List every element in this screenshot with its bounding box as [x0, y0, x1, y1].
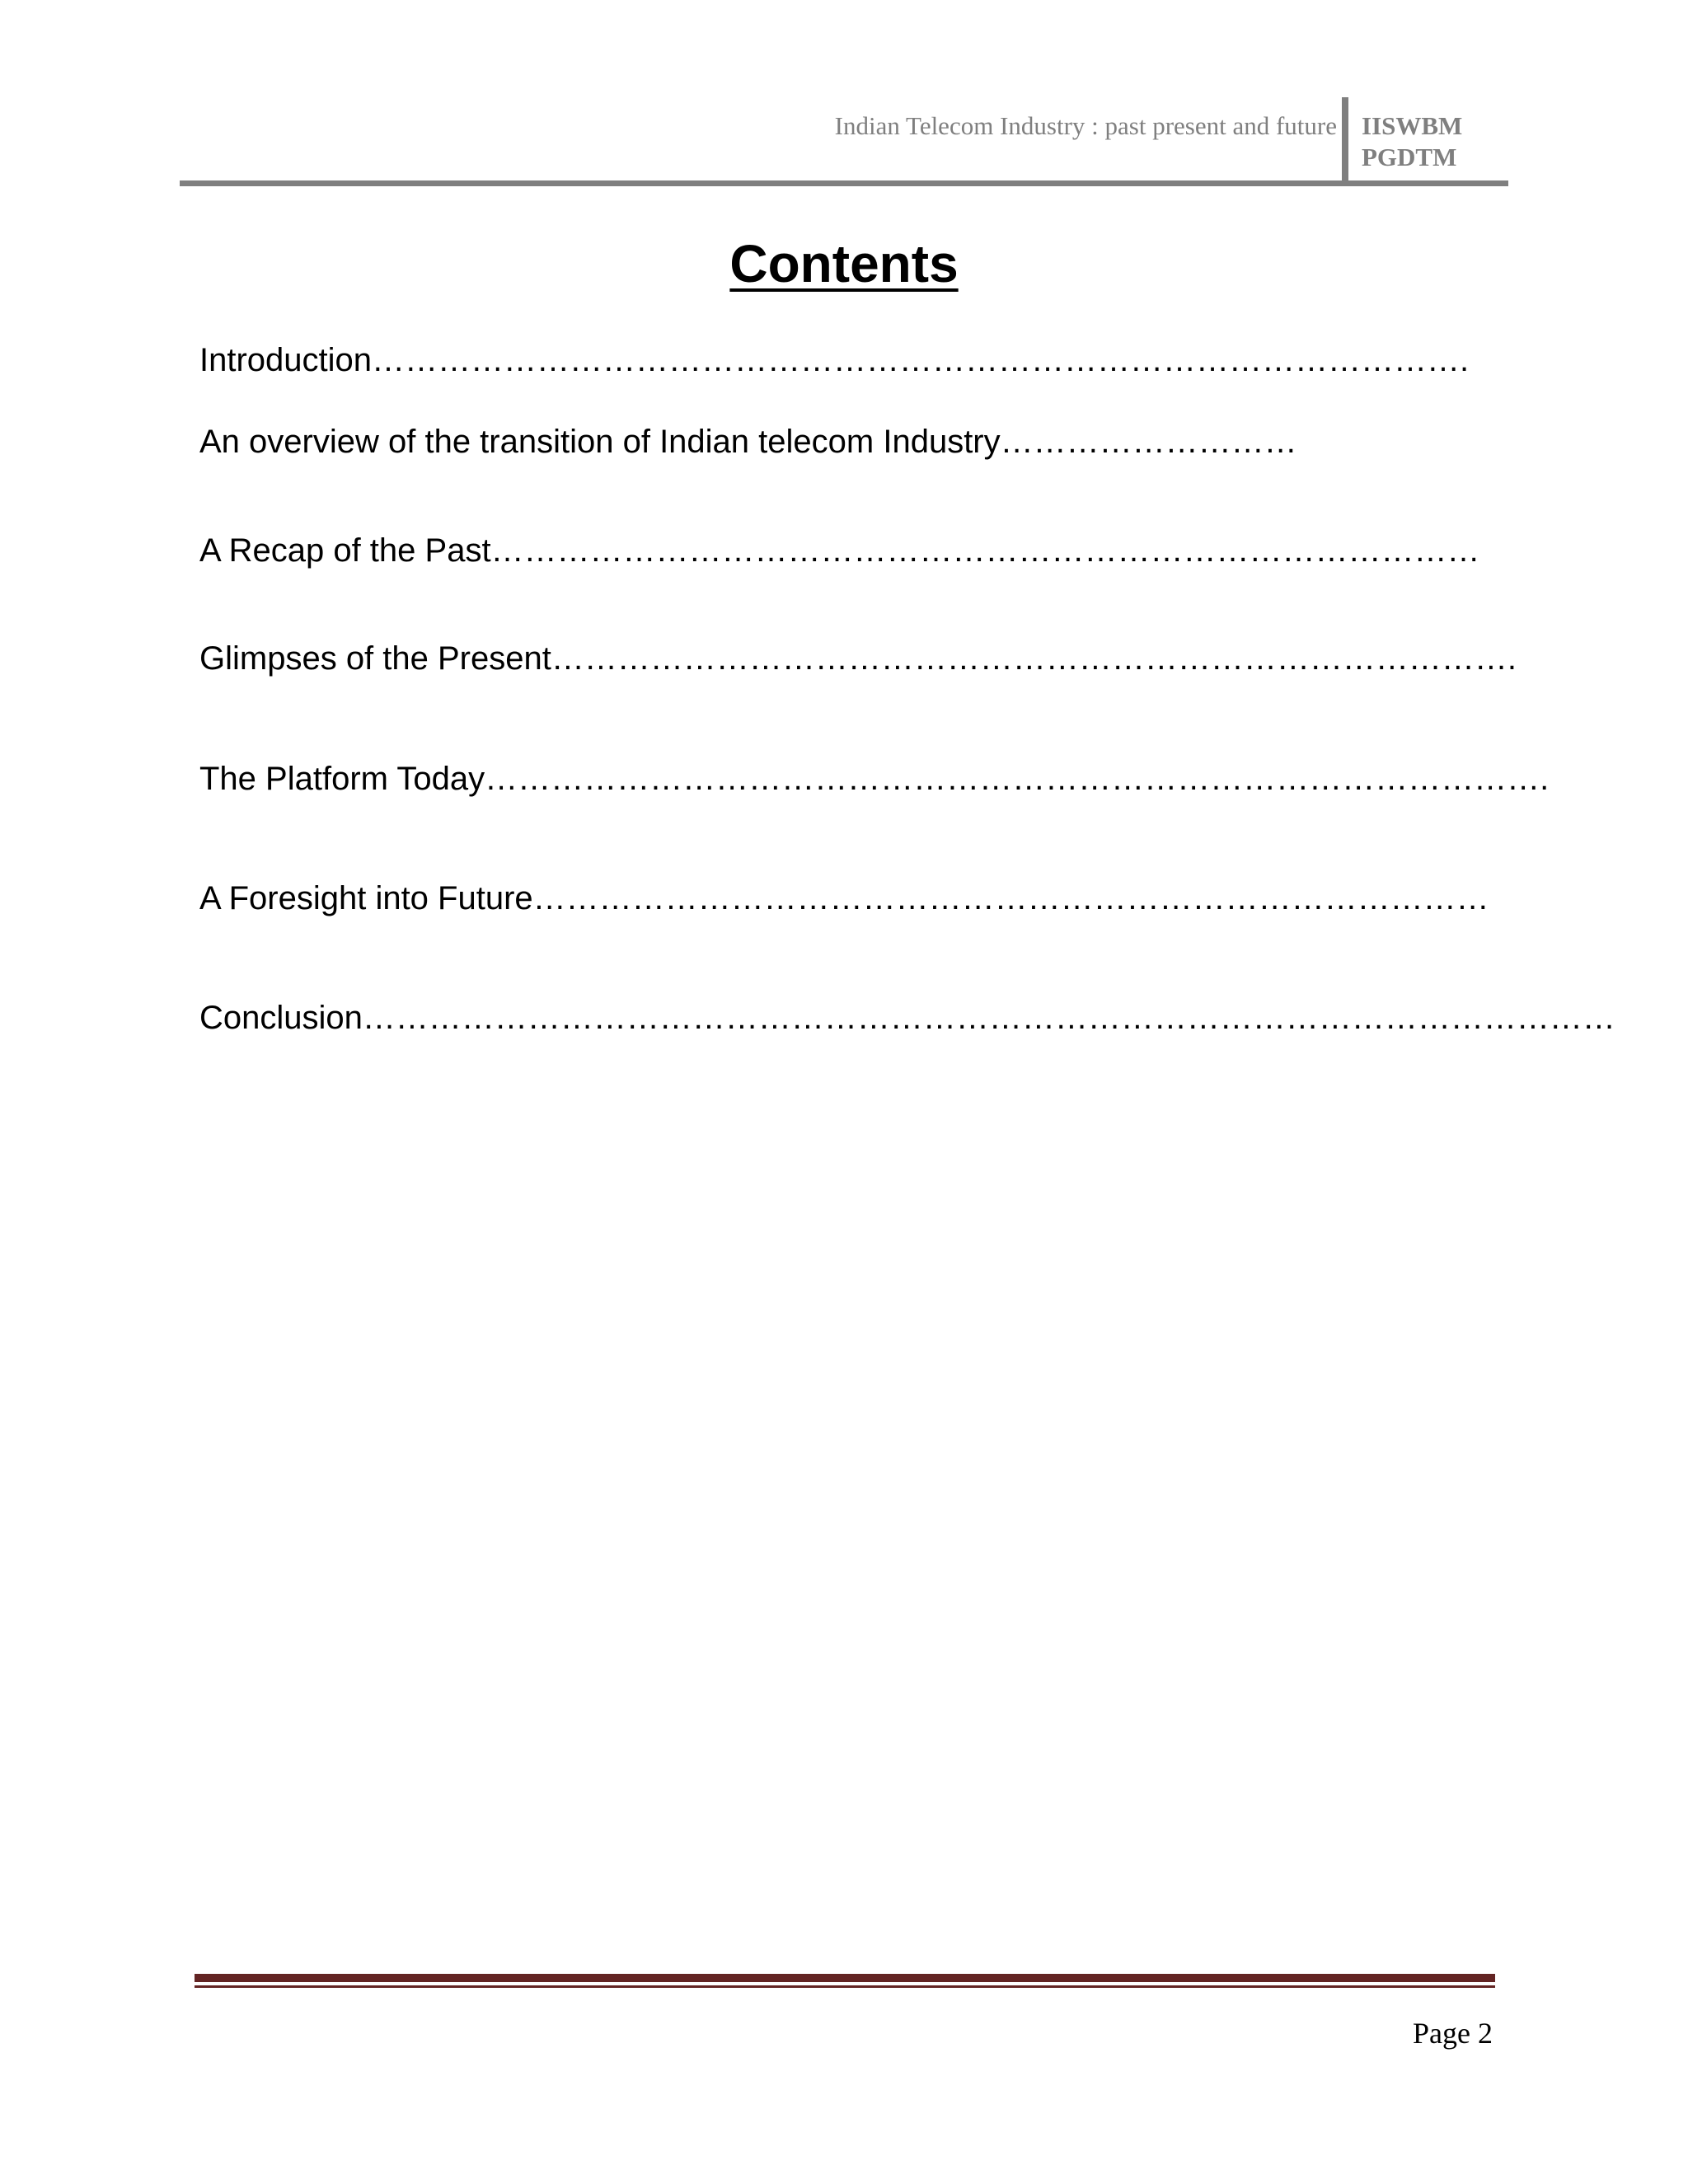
toc-entry-conclusion: Conclusion…………………………………………………………………………………………………… [199, 1000, 1615, 1036]
footer-rule-thin [195, 1985, 1495, 1988]
header-rule [180, 180, 1508, 186]
running-header [180, 97, 1508, 186]
toc-entry-platform-today: The Platform Today……………………………………………………………………………………. [199, 761, 1550, 797]
toc-entry-introduction: Introduction………………………………………………………………………………………. [199, 342, 1470, 378]
header-document-title: Indian Telecom Industry : past present and future [834, 111, 1337, 140]
page-number: Page 2 [1413, 2017, 1493, 2050]
toc-entry-foresight-into-future: A Foresight into Future…………………………………………………………………………… [199, 880, 1489, 916]
header-org-line-2: PGDTM [1362, 143, 1457, 171]
header-organization [1362, 110, 1462, 173]
footer-rule-thick [195, 1974, 1495, 1982]
toc-entry-glimpses-of-present: Glimpses of the Present……………………………………………………………………………. [199, 640, 1517, 677]
page-title: Contents [729, 234, 959, 293]
header-org-line-1: IISWBM [1362, 111, 1463, 140]
header-vertical-divider [1342, 97, 1348, 185]
toc-entry-overview: An overview of the transition of Indian telecom Industry……………………… [199, 424, 1297, 460]
toc-entry-recap-of-past: A Recap of the Past……………………………………………………………………………… [199, 532, 1480, 569]
